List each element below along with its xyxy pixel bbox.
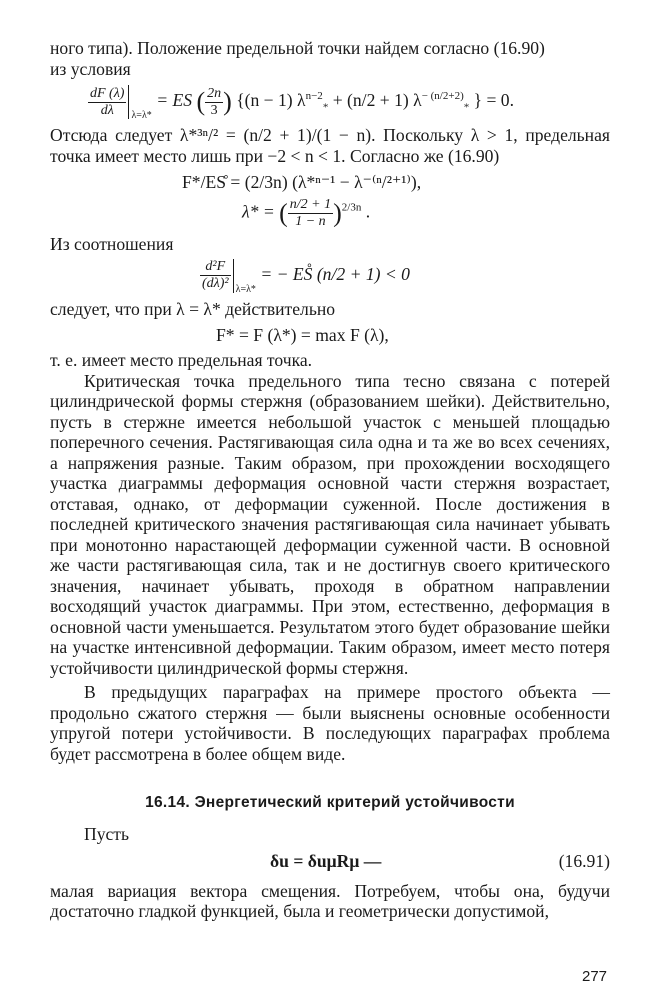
- paragraph-previous-sections: В предыдущих параграфах на примере простого объекта — продольно сжатого стержня — были выяснены основные особенности упругой потери устойчивости. В последующих параграфах проблема будет рассмотрена в более общем виде.: [50, 682, 610, 764]
- paragraph-small-variation: малая вариация вектора смещения. Потребуем, чтобы она, будучи достаточно гладкой функцией, была и геометрически допустимой,: [50, 880, 610, 922]
- paragraph-necking: Критическая точка предельного типа тесно связана с потерей цилиндрической формы стержня (образованием шейки). Действительно, пусть в стержне имеется небольшой участок с меньшей площадью поперечного сечения. Растягивающая сила одна и та же во всех сечениях, а напряжения разные. Таким образом, при прохождении восходящего участка диаграммы деформация основной части стержня возрастает, отставая, однако, от деформации суженной. После достижения в последней критического значения растягивающая сила начинает убывать при монотонно нарастающей деформации суженной части. В основной же части растягивающая сила, так и не достигнув своего критического значения, начинает убывать, проходя в обратном направлении восходящий участок диаграммы. При этом, естественно, деформация в основной части уменьшается. Результатом этого будет образование шейки на участке интенсивной деформации. Таким образом, имеет место потеря устойчивости цилиндрической формы стержня.: [50, 370, 610, 678]
- text-line-2: из условия: [50, 58, 131, 79]
- section-heading: 16.14. Энергетический критерий устойчивости: [145, 794, 515, 812]
- text-from-relation: Из соотношения: [50, 234, 174, 255]
- text-let: Пусть: [84, 824, 130, 845]
- text-follows: следует, что при λ = λ* действительно: [50, 298, 336, 319]
- text-limit-point: т. е. имеет место предельная точка.: [50, 350, 313, 371]
- paragraph-consequence: Отсюда следует λ*³ⁿ/² = (n/2 + 1)/(1 − n). Поскольку λ > 1, предельная точка имеет место лишь при −2 < n < 1. Согласно же (16.90): [50, 125, 610, 166]
- page-number: 277: [582, 968, 608, 985]
- equation-limit-point-condition: $\frac{dF (\lambda)}{d\lambda}$ $_{\lambda=\lambda*}$ = ES ( $\frac{2n}{3}$ ) {(n − 1) $\lambda^{n-2}_* + (n/2 + 1)$ $\lambda^{- (n/2+2)}_*$ } = 0.: [90, 85, 514, 122]
- equation-number: (16.91): [558, 850, 610, 871]
- page-content: [50, 38, 610, 922]
- text-line-1: ного типа). Положение предельной точки найдем согласно (16.90): [50, 38, 545, 58]
- equation-lambda-star: λ* = ( $\frac{n/2 + 1}{1 - n}$ )$^{2/3n}$ .: [242, 197, 371, 230]
- equation-force-ratio: F*/ES̊ = (2/3n) (λ*ⁿ⁻¹ − λ⁻⁽ⁿ/²⁺¹⁾),: [182, 172, 422, 193]
- equation-displacement-variation: δu = δuμRμ — (16.91): [270, 850, 610, 871]
- equation-second-derivative: $\frac{\text{d²F}}{\text{(dλ)²}}$ $_{\lambda=\lambda*}$ = − ES̊ (n/2 + 1) < 0: [202, 259, 410, 295]
- equation-max-force: F* = F (λ*) = max F (λ),: [216, 325, 389, 346]
